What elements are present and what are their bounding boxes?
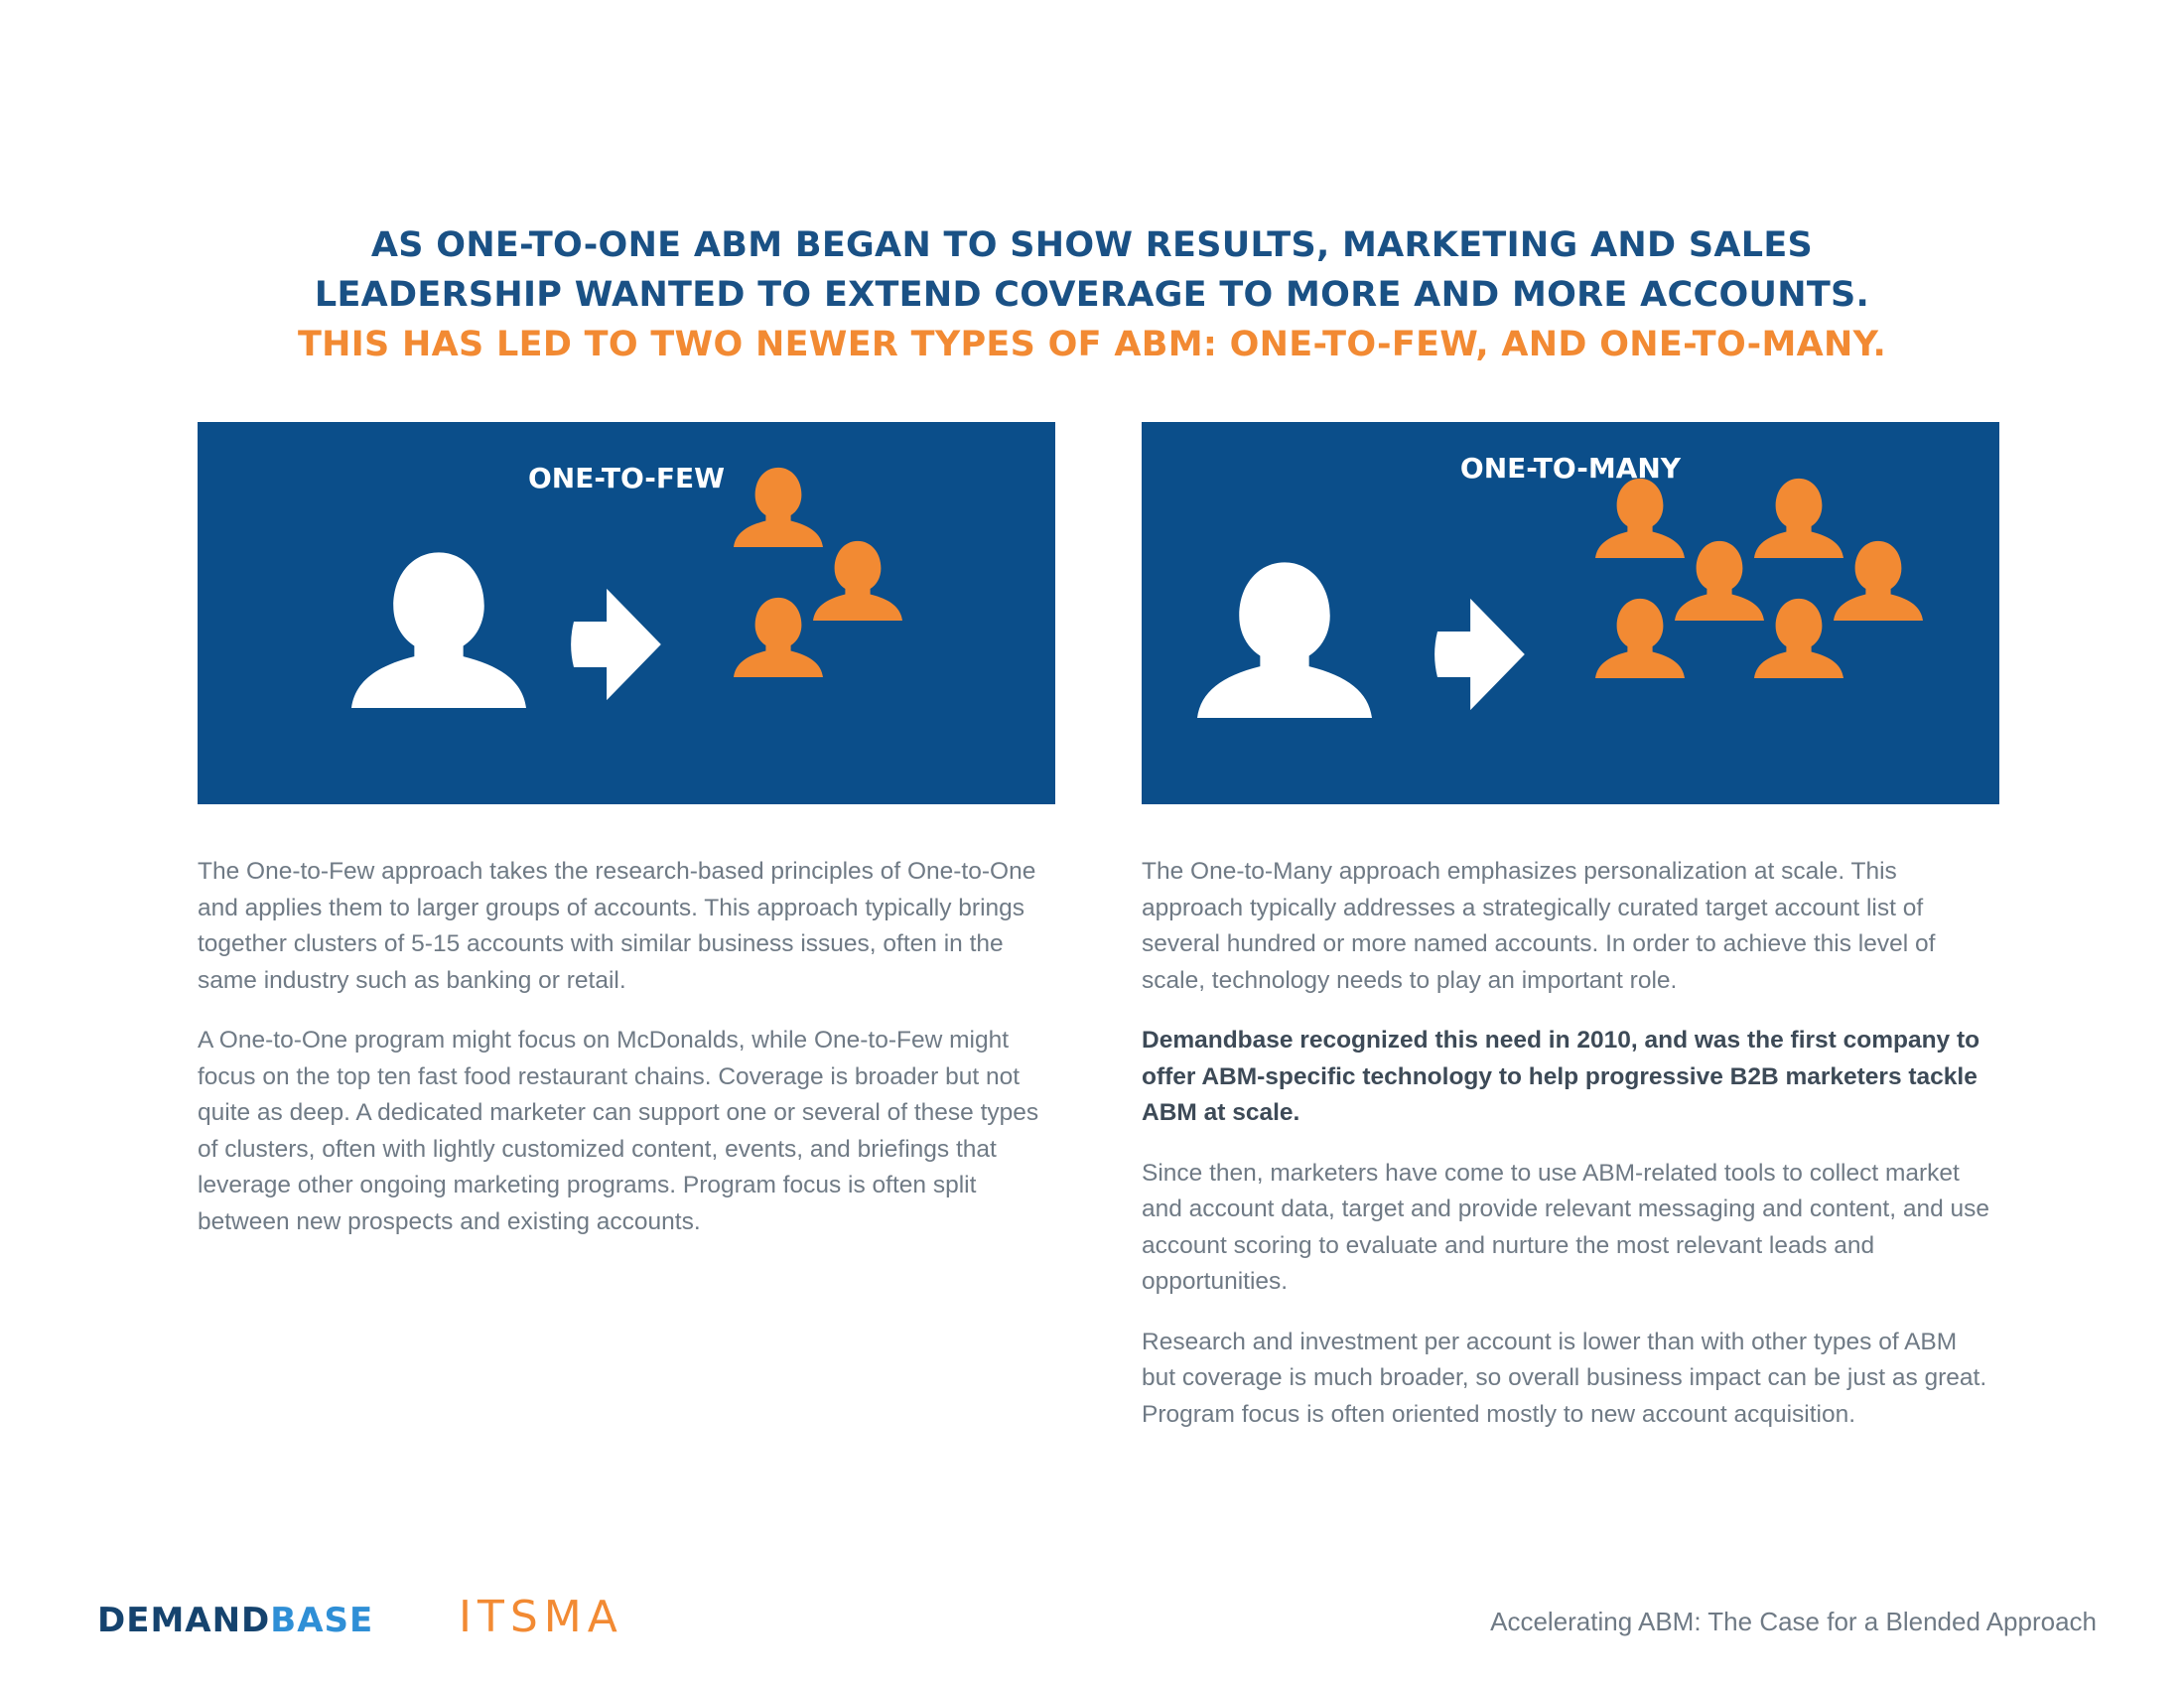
logo-part: BASE bbox=[270, 1601, 374, 1640]
one-to-many-panel bbox=[1142, 422, 1999, 804]
headline bbox=[0, 220, 2184, 369]
paragraph: The One-to-Many approach emphasizes personalization at scale. This approach typically addresses a strategically curated target account list of several hundred or more named accounts. In order to achieve this level of scale, technology needs to play an important role. bbox=[1142, 858, 1936, 994]
headline-line-3: THIS HAS LED TO TWO NEWER TYPES OF ABM: ONE-TO-FEW, AND ONE-TO-MANY. bbox=[297, 325, 1887, 364]
paragraph: A One-to-One program might focus on McDonalds, while One-to-Few might focus on the top ten fast food restaurant chains. Coverage is broader but not quite as deep. A dedicated marketer can support one or several of these types of clusters, often with lightly customized content, events, and briefings that leverage other ongoing marketing programs. Program focus is often split between new prospects and existing accounts. bbox=[198, 1027, 1039, 1235]
person-group-icon bbox=[734, 468, 902, 677]
person-group-icon bbox=[1595, 479, 1923, 678]
document-caption: Accelerating ABM: The Case for a Blended Approach bbox=[1490, 1607, 2097, 1636]
panel-title: ONE-TO-FEW bbox=[527, 462, 726, 494]
one-to-few-description bbox=[198, 854, 1051, 1264]
arrow-right-icon bbox=[571, 589, 661, 700]
itsma-logo: ITSMA bbox=[459, 1592, 623, 1642]
one-to-few-panel bbox=[198, 422, 1055, 804]
headline-line-1: AS ONE-TO-ONE ABM BEGAN TO SHOW RESULTS, MARKETING AND SALES bbox=[370, 225, 1814, 265]
paragraph: The One-to-Few approach takes the research-based principles of One-to-One and applies them to larger groups of accounts. This approach typically brings together clusters of 5-15 accounts with similar business issues, often in the same industry such as banking or retail. bbox=[198, 858, 1036, 994]
one-to-many-description bbox=[1142, 854, 1995, 1457]
arrow-right-icon bbox=[1434, 599, 1525, 710]
headline-line-2: LEADERSHIP WANTED TO EXTEND COVERAGE TO MORE AND MORE ACCOUNTS. bbox=[314, 275, 1870, 315]
paragraph: Since then, marketers have come to use ABM-related tools to collect market and account data, target and provide relevant messaging and content, and use account scoring to evaluate and nurture the most relevant leads and opportunities. bbox=[1142, 1159, 1990, 1295]
paragraph: Research and investment per account is lower than with other types of ABM but coverage is much broader, so overall business impact can be just as great. Program focus is often oriented mostly to new account acquisition. bbox=[1142, 1328, 1987, 1428]
single-person-icon bbox=[351, 552, 526, 708]
logo-part: DEMAND bbox=[97, 1601, 271, 1640]
single-person-icon bbox=[1197, 562, 1372, 718]
highlight-paragraph: Demandbase recognized this need in 2010, and was the first company to offer ABM-specific technology to help progressive B2B marketers tackle ABM at scale. bbox=[1142, 1027, 1980, 1126]
demandbase-logo bbox=[97, 1601, 373, 1640]
panel-title: ONE-TO-MANY bbox=[1459, 452, 1682, 485]
